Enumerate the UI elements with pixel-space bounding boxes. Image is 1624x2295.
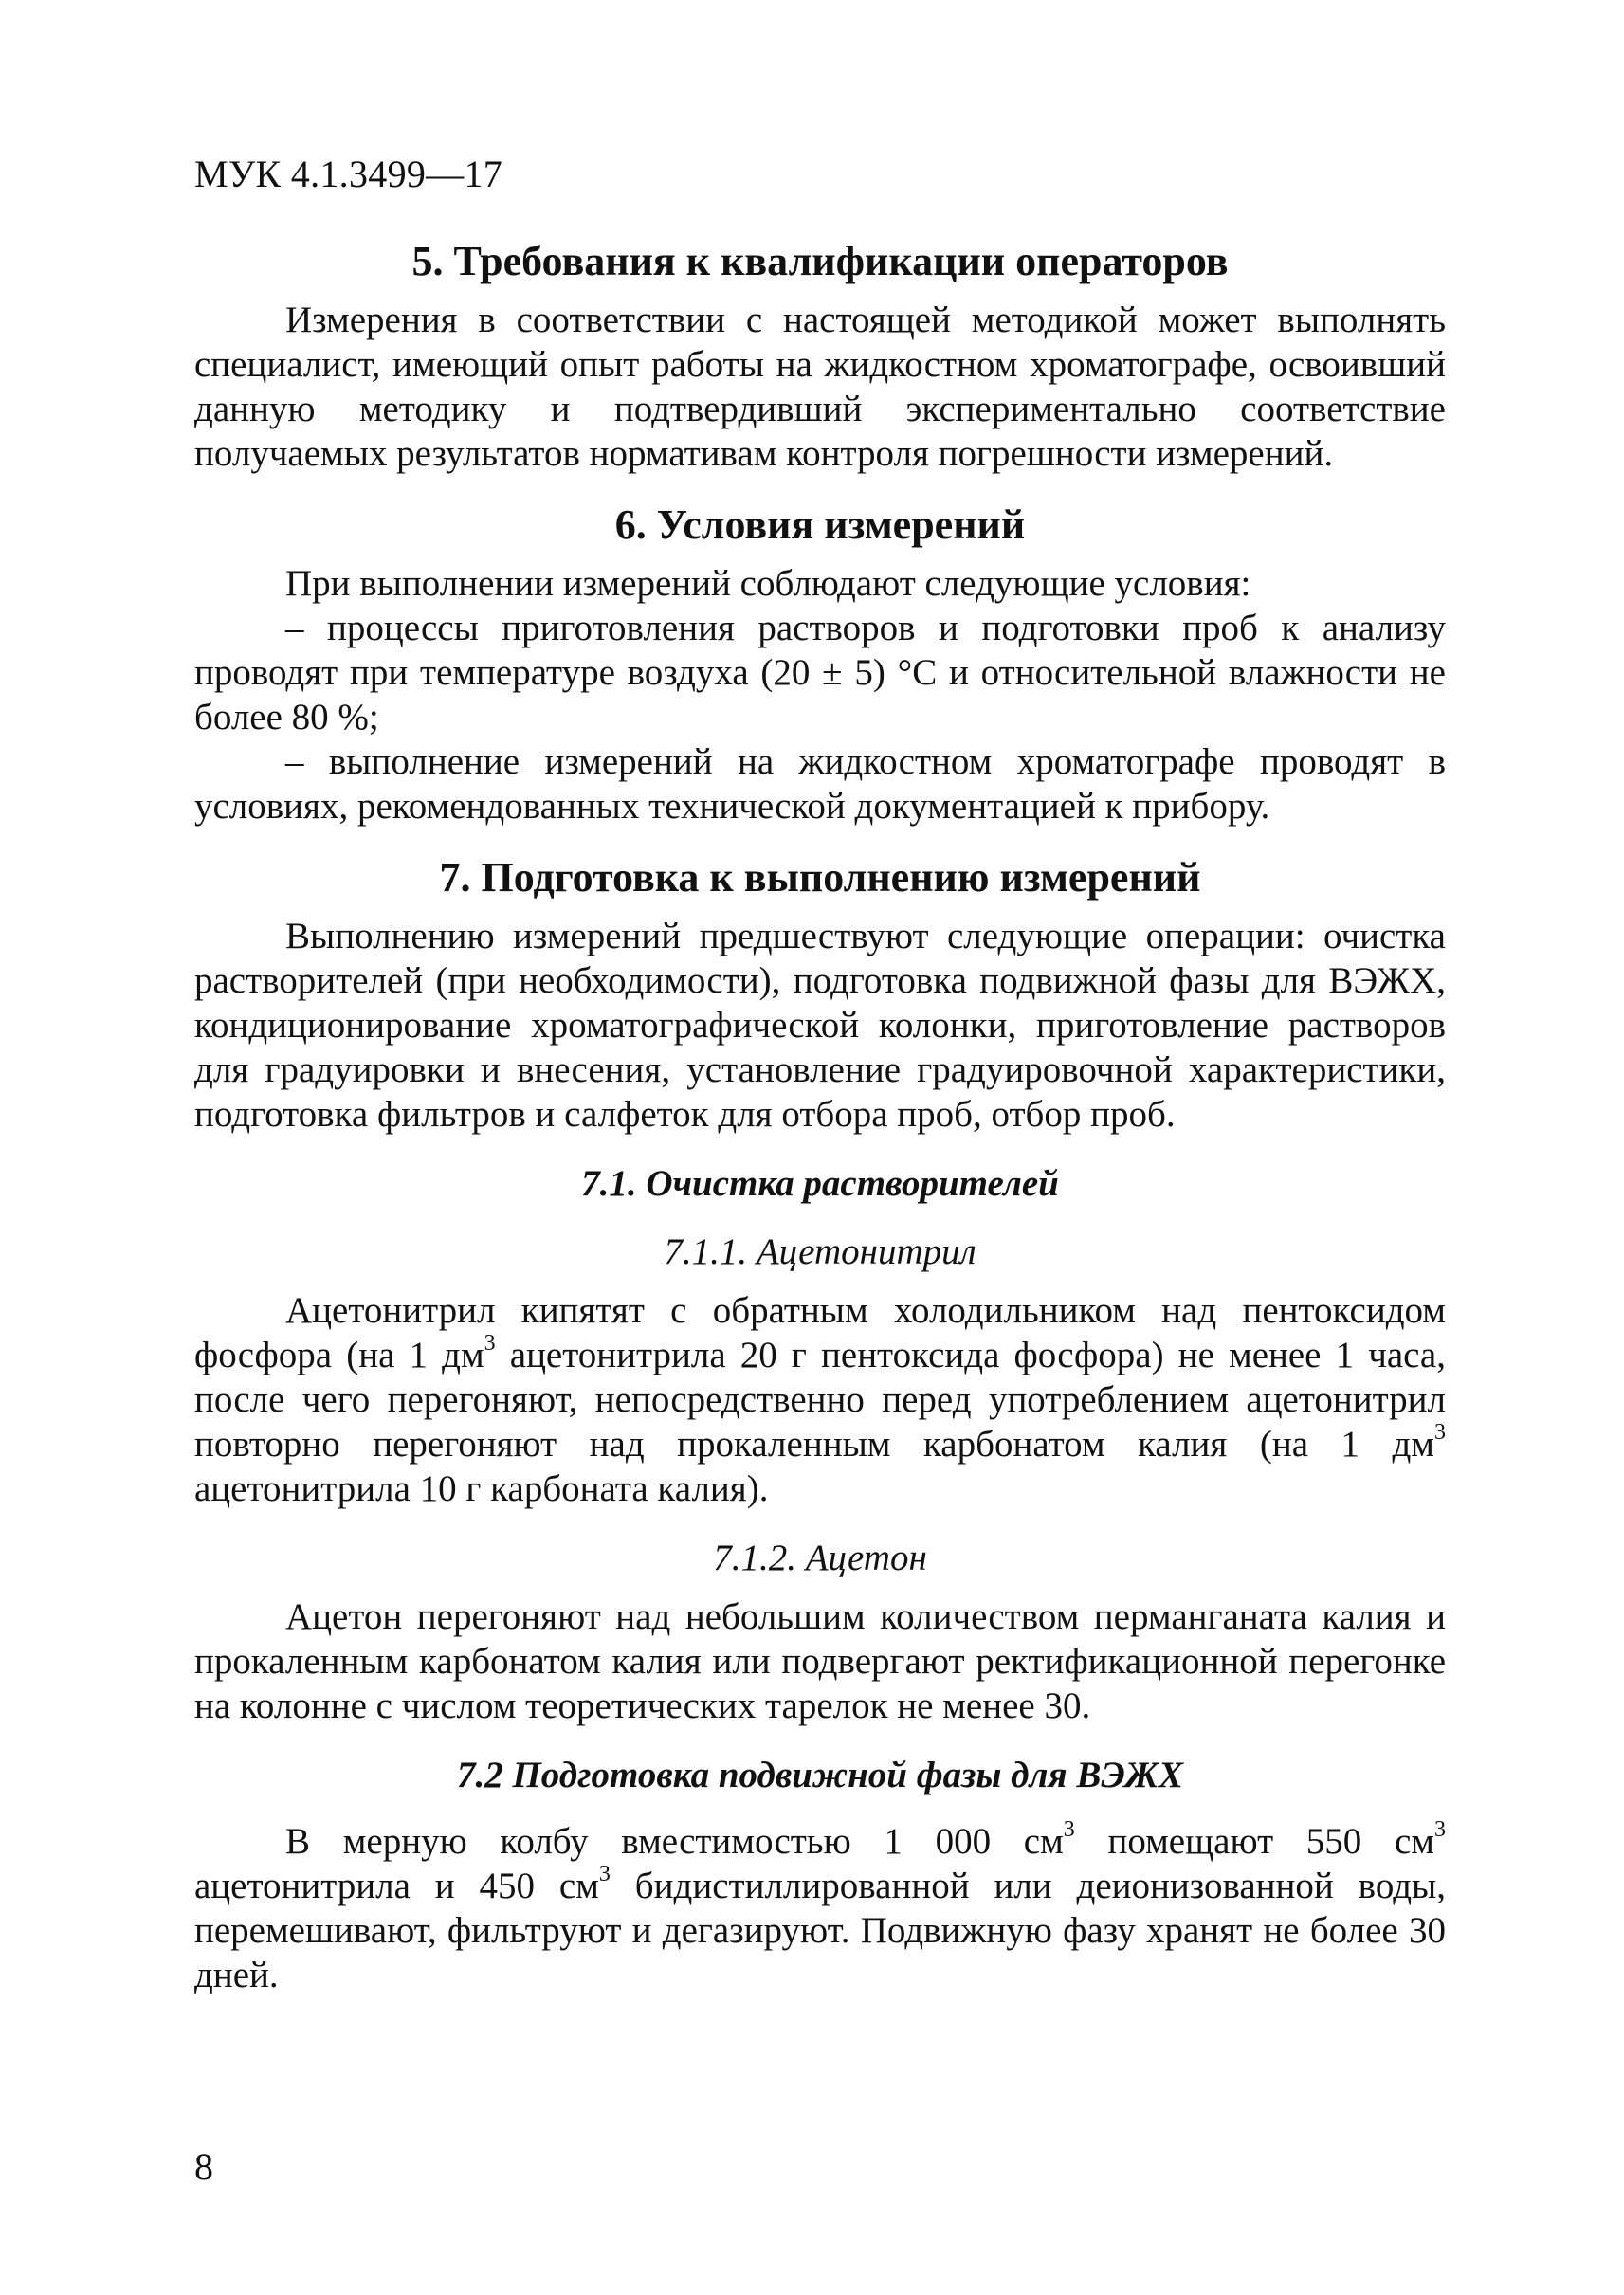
section-6-item-1: – процессы приготовления растворов и подготовки проб к анализу проводят при температуре воздуха (20 ± 5) °С и относительной влажности не более 80 %; [194,608,1446,738]
subsection-7-2-title: 7.2 Подготовка подвижной фазы для ВЭЖХ [456,1755,1184,1795]
section-6-title: 6. Условия измерений [614,501,1026,548]
superscript: 3 [1063,1817,1075,1842]
superscript: 3 [484,1331,496,1356]
superscript: 3 [1434,1817,1446,1842]
section-6-item-2: – выполнение измерений на жидкостном хроматографе проводят в условиях, рекомендованных технической документацией к прибору. [194,741,1446,827]
document-header: МУК 4.1.3499—17 [194,153,503,195]
section-5-paragraph: Измерения в соответствии с настоящей методикой может выполнять специалист, имеющий опыт работы на жидкостном хроматографе, освоивший данную методику и подтвердивший экспериментально соответствие получаемых результатов нормативам контроля погрешности измерений. [194,300,1446,474]
subsection-7-1-1-title: 7.1.1. Ацетонитрил [664,1231,976,1272]
text-run: В мерную колбу вместимостью 1 000 см [285,1821,1064,1862]
section-7-title: 7. Подготовка к выполнению измерений [439,854,1201,901]
text-run: бидистиллированной или деионизованной воды, перемешивают, фильтруют и дегазируют. Подвижную фазу хранят не более 30 дней. [194,1866,1446,1995]
text-run: ацетонитрила 20 г пентоксида фосфора) не менее 1 часа, после чего перегоняют, непосредственно перед употреблением ацетонитрил повторно перегоняют над прокаленным карбонатом калия (на 1 дм [194,1335,1446,1465]
subsection-7-1-1-paragraph [194,1288,1446,1511]
section-7-paragraph: Выполнению измерений предшествуют следующие операции: очистка растворителей (при необходимости), подготовка подвижной фазы для ВЭЖХ, кондиционирование хроматографической колонки, приготовление растворов для градуировки и внесения, установление градуировочной характеристики, подготовка фильтров и салфеток для отбора проб, отбор проб. [194,916,1446,1135]
section-5-title: 5. Требования к квалификации операторов [411,238,1229,284]
subsection-7-2-paragraph [194,1819,1446,1997]
text-run: Ацетонитрил кипятят с обратным холодильником над пентоксидом фосфора (на 1 дм [194,1290,1446,1375]
text-run: ацетонитрила 10 г карбоната калия). [194,1468,769,1509]
superscript: 3 [1434,1420,1446,1445]
subsection-7-1-2-title: 7.1.2. Ацетон [713,1538,927,1578]
subsection-7-1-title: 7.1. Очистка растворителей [581,1163,1059,1204]
text-run: помещают 550 см [1074,1821,1434,1862]
page-number: 8 [194,2145,213,2188]
text-run: ацетонитрила и 450 см [194,1866,599,1906]
superscript: 3 [598,1862,611,1886]
subsection-7-1-2-paragraph: Ацетон перегоняют над небольшим количеством перманганата калия и прокаленным карбонатом калия или подвергают ректификационной перегонке на колонне с числом теоретических тарелок не менее 30. [194,1596,1446,1726]
section-6-intro: При выполнении измерений соблюдают следующие условия: [285,563,1251,604]
